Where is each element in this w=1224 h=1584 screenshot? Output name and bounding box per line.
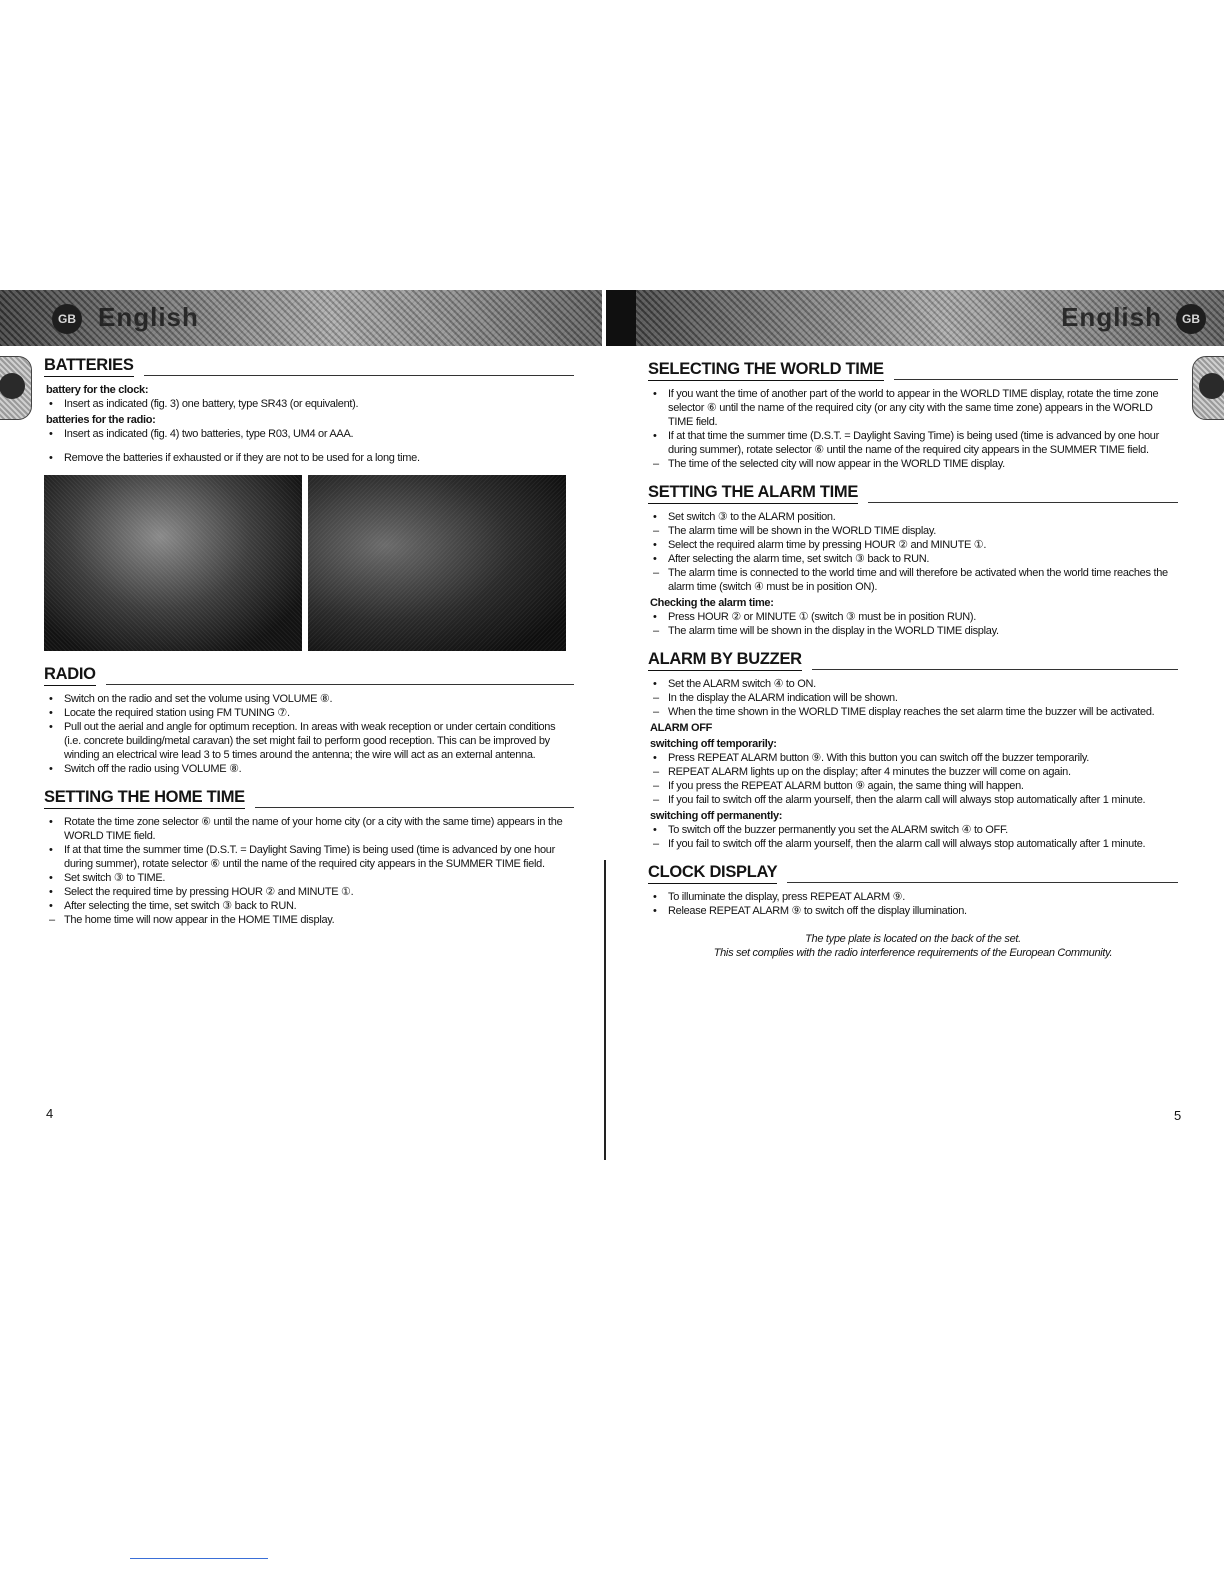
bullet-marker: •: [49, 900, 53, 912]
list-item-text: The alarm time is connected to the world time and will therefore be activated when the world time reaches the alarm time (switch ④ must be in position ON).: [668, 567, 1168, 593]
page-number-left: 4: [46, 1106, 54, 1121]
instruction-list: [648, 823, 1178, 851]
list-item: [44, 397, 574, 411]
sub-heading: switching off permanently:: [650, 810, 783, 822]
instruction-list: [648, 510, 1178, 594]
heading-rule: [106, 684, 574, 685]
page-spine: [604, 860, 614, 1160]
list-item: [648, 538, 1178, 552]
list-item: [44, 720, 574, 762]
list-item-text: Set switch ③ to TIME.: [64, 872, 166, 884]
list-item-text: Insert as indicated (fig. 4) two batteries, type R03, UM4 or AAA.: [64, 428, 354, 440]
list-item-text: REPEAT ALARM lights up on the display; after 4 minutes the buzzer will come on again.: [668, 766, 1071, 778]
bullet-marker: •: [49, 763, 53, 775]
list-item-text: The time of the selected city will now appear in the WORLD TIME display.: [668, 458, 1005, 470]
footer-rule: [130, 1558, 268, 1559]
list-item: [648, 890, 1178, 904]
sub-heading: ALARM OFF: [650, 722, 713, 734]
list-item-text: Press REPEAT ALARM button ⑨. With this button you can switch off the buzzer temporarily.: [668, 752, 1090, 764]
instruction-list: [648, 387, 1178, 471]
section-heading-radio: [44, 665, 574, 686]
section-spacer: [648, 471, 1178, 483]
footnote: This set complies with the radio interference requirements of the European Community.: [713, 947, 1113, 959]
dash-marker: –: [653, 458, 659, 470]
right-banner: [606, 290, 1224, 346]
battery-photos: [44, 475, 574, 651]
bullet-marker: •: [49, 707, 53, 719]
dash-marker: –: [49, 914, 55, 926]
section-heading-batteries: [44, 356, 574, 377]
page-number-right: 5: [1174, 1108, 1182, 1123]
section-title: BATTERIES: [44, 356, 134, 377]
list-item-text: If you press the REPEAT ALARM button ⑨ again, the same thing will happen.: [668, 780, 1024, 792]
section-title: ALARM BY BUZZER: [648, 650, 802, 671]
list-item: [648, 837, 1178, 851]
section-title: SELECTING THE WORLD TIME: [648, 360, 884, 381]
instruction-list: [648, 751, 1178, 807]
list-item-text: Switch off the radio using VOLUME ⑧.: [64, 763, 242, 775]
bullet-marker: •: [49, 398, 53, 410]
bullet-marker: •: [49, 872, 53, 884]
section-title: CLOCK DISPLAY: [648, 863, 777, 884]
list-item: [44, 885, 574, 899]
heading-rule: [894, 379, 1178, 380]
dash-marker: –: [653, 525, 659, 537]
list-item-text: After selecting the time, set switch ③ back to RUN.: [64, 900, 297, 912]
list-item: [44, 451, 574, 465]
bullet-marker: •: [653, 539, 657, 551]
instruction-list: [44, 692, 574, 776]
list-item-text: Press HOUR ② or MINUTE ① (switch ③ must be in position RUN).: [668, 611, 977, 623]
list-item-text: To illuminate the display, press REPEAT ALARM ⑨.: [668, 891, 905, 903]
instruction-list: [648, 890, 1178, 918]
language-badge: GB: [52, 304, 82, 334]
bullet-marker: •: [653, 430, 657, 442]
list-item-text: If you want the time of another part of the world to appear in the WORLD TIME display, rotate the time zone selector ⑥ until the name of the required city (or any city with the same time zone) appears in the WORLD TIME field.: [668, 388, 1159, 428]
list-item-text: Release REPEAT ALARM ⑨ to switch off the display illumination.: [668, 905, 967, 917]
list-item-text: Set the ALARM switch ④ to ON.: [668, 678, 816, 690]
side-tab-badge: [1199, 373, 1224, 399]
side-tab-badge: [0, 373, 25, 399]
list-item: [648, 793, 1178, 807]
spacer: [44, 441, 574, 451]
list-item-text: Insert as indicated (fig. 3) one battery, type SR43 (or equivalent).: [64, 398, 359, 410]
list-item-text: The alarm time will be shown in the display in the WORLD TIME display.: [668, 625, 999, 637]
list-item: [648, 904, 1178, 918]
list-item: [648, 765, 1178, 779]
list-item: [44, 899, 574, 913]
list-item: [648, 779, 1178, 793]
list-item-text: If you fail to switch off the alarm yourself, then the alarm call will always stop automatically after 1 minute.: [668, 838, 1146, 850]
list-item: [648, 691, 1178, 705]
left-banner: [0, 290, 602, 346]
heading-rule: [255, 807, 574, 808]
list-item-text: The alarm time will be shown in the WORLD TIME display.: [668, 525, 936, 537]
banner-language-label: English: [98, 302, 199, 332]
list-item: [648, 705, 1178, 719]
section-heading-setting-the-alarm-time: [648, 483, 1178, 504]
bullet-marker: •: [653, 511, 657, 523]
list-item-text: Locate the required station using FM TUNING ⑦.: [64, 707, 290, 719]
instruction-list: [44, 815, 574, 927]
list-item: [648, 751, 1178, 765]
bullet-marker: •: [653, 388, 657, 400]
sub-heading: battery for the clock:: [46, 384, 149, 396]
dash-marker: –: [653, 766, 659, 778]
list-item-text: Pull out the aerial and angle for optimum reception. In areas with weak reception or under certain conditions (i.e. concrete building/metal caravan) the set might fail to perform good reception. This can be improved by winding an electrical wire lead 3 to 5 times around the antenna; the wire will act as an external antenna.: [64, 721, 556, 761]
instruction-list: [44, 397, 574, 411]
bullet-marker: •: [653, 752, 657, 764]
heading-rule: [868, 502, 1178, 503]
list-item: [44, 427, 574, 441]
heading-rule: [812, 669, 1178, 670]
list-item: [648, 610, 1178, 624]
list-item: [648, 566, 1178, 594]
bullet-marker: •: [653, 824, 657, 836]
right-side-tab: [1192, 356, 1224, 420]
bullet-marker: •: [49, 693, 53, 705]
bullet-marker: •: [653, 905, 657, 917]
bullet-marker: •: [49, 844, 53, 856]
left-side-tab: [0, 356, 32, 420]
list-item: [44, 706, 574, 720]
list-item-text: Set switch ③ to the ALARM position.: [668, 511, 836, 523]
section-title: SETTING THE ALARM TIME: [648, 483, 858, 504]
list-item: [44, 871, 574, 885]
dash-marker: –: [653, 794, 659, 806]
list-item: [44, 843, 574, 871]
bullet-marker: •: [49, 816, 53, 828]
dash-marker: –: [653, 838, 659, 850]
bullet-marker: •: [49, 886, 53, 898]
heading-rule: [787, 882, 1178, 883]
list-item-text: In the display the ALARM indication will be shown.: [668, 692, 898, 704]
bullet-marker: •: [49, 428, 53, 440]
bullet-marker: •: [49, 452, 53, 464]
sub-heading: batteries for the radio:: [46, 414, 156, 426]
list-item-text: The home time will now appear in the HOME TIME display.: [64, 914, 335, 926]
list-item-text: Remove the batteries if exhausted or if they are not to be used for a long time.: [64, 452, 420, 464]
dash-marker: –: [653, 780, 659, 792]
language-badge: GB: [1176, 304, 1206, 334]
instruction-list: [648, 610, 1178, 638]
list-item-text: After selecting the alarm time, set switch ③ back to RUN.: [668, 553, 930, 565]
list-item-text: When the time shown in the WORLD TIME display reaches the set alarm time the buzzer will be activated.: [668, 706, 1155, 718]
section-heading-selecting-the-world-time: [648, 360, 1178, 381]
list-item: [44, 815, 574, 843]
banner-language-label: English: [1061, 302, 1162, 332]
section-spacer: [648, 918, 1178, 930]
footnote: The type plate is located on the back of the set.: [805, 933, 1021, 945]
bullet-marker: •: [653, 678, 657, 690]
list-item: [648, 387, 1178, 429]
dash-marker: –: [653, 706, 659, 718]
right-content: [648, 360, 1178, 960]
list-item: [648, 624, 1178, 638]
instruction-list: [648, 677, 1178, 719]
radio-battery-photo: [308, 475, 566, 651]
section-title: SETTING THE HOME TIME: [44, 788, 245, 809]
bullet-marker: •: [49, 721, 53, 733]
instruction-list: [44, 427, 574, 441]
list-item-text: To switch off the buzzer permanently you set the ALARM switch ④ to OFF.: [668, 824, 1008, 836]
list-item: [648, 524, 1178, 538]
list-item: [44, 762, 574, 776]
list-item-text: If you fail to switch off the alarm yourself, then the alarm call will always stop automatically after 1 minute.: [668, 794, 1146, 806]
bullet-marker: •: [653, 611, 657, 623]
section-heading-alarm-by-buzzer: [648, 650, 1178, 671]
banner-dark-block: [606, 290, 636, 346]
list-item: [648, 552, 1178, 566]
list-item: [44, 692, 574, 706]
list-item-text: Switch on the radio and set the volume using VOLUME ⑧.: [64, 693, 333, 705]
heading-rule: [144, 375, 574, 376]
section-spacer: [44, 776, 574, 788]
section-heading-clock-display: [648, 863, 1178, 884]
instruction-list: [44, 451, 574, 465]
left-content: [44, 356, 574, 939]
dash-marker: –: [653, 625, 659, 637]
section-spacer: [44, 927, 574, 939]
section-heading-setting-the-home-time: [44, 788, 574, 809]
dash-marker: –: [653, 567, 659, 579]
list-item-text: If at that time the summer time (D.S.T. = Daylight Saving Time) is being used (time is advanced by one hour during summer), rotate selector ⑥ until the name of the required city appears in the SUMMER TIME field.: [668, 430, 1159, 456]
dash-marker: –: [653, 692, 659, 704]
clock-battery-photo: [44, 475, 302, 651]
list-item-text: Rotate the time zone selector ⑥ until the name of your home city (or a city with the same time) appears in the WORLD TIME field.: [64, 816, 563, 842]
sub-heading: switching off temporarily:: [650, 738, 777, 750]
list-item: [44, 913, 574, 927]
list-item: [648, 677, 1178, 691]
sub-heading: Checking the alarm time:: [650, 597, 774, 609]
list-item: [648, 457, 1178, 471]
bullet-marker: •: [653, 891, 657, 903]
section-spacer: [648, 851, 1178, 863]
list-item-text: Select the required alarm time by pressing HOUR ② and MINUTE ①.: [668, 539, 987, 551]
list-item-text: If at that time the summer time (D.S.T. = Daylight Saving Time) is being used (time is advanced by one hour during summer), rotate selector ⑥ until the name of the required city appears in the SUMMER TIME field.: [64, 844, 555, 870]
bullet-marker: •: [653, 553, 657, 565]
list-item: [648, 429, 1178, 457]
section-title: RADIO: [44, 665, 96, 686]
list-item-text: Select the required time by pressing HOUR ② and MINUTE ①.: [64, 886, 354, 898]
list-item: [648, 823, 1178, 837]
list-item: [648, 510, 1178, 524]
section-spacer: [648, 638, 1178, 650]
